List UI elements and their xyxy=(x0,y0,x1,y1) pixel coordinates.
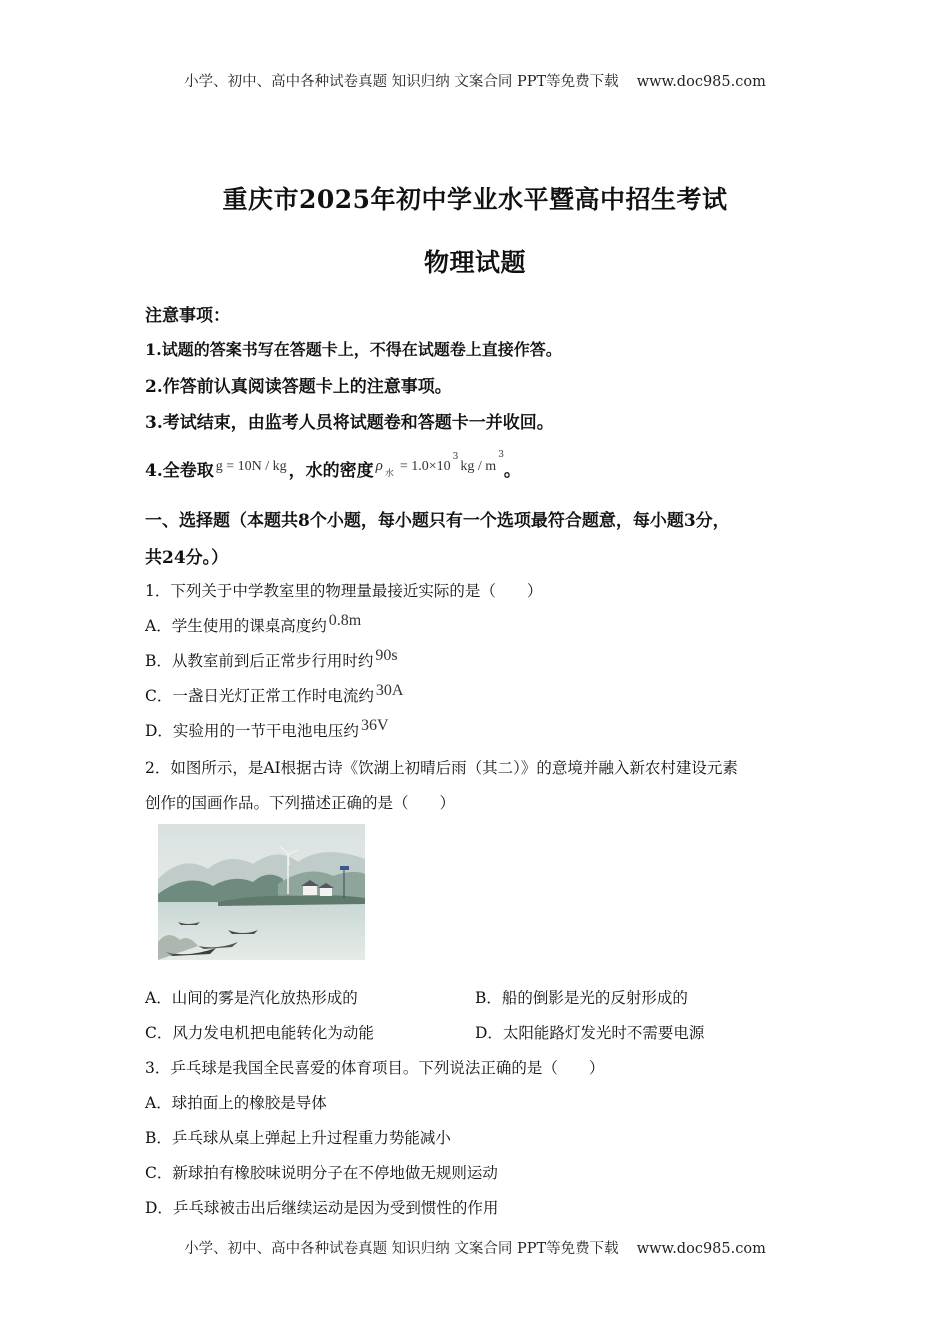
notice-heading: 注意事项： xyxy=(145,306,230,326)
q2-option-c: C．风力发电机把电能转化为动能 xyxy=(145,1024,374,1042)
page-header xyxy=(0,70,950,91)
q1-option-c xyxy=(145,684,815,706)
header-text: 小学、初中、高中各种试卷真题 知识归纳 文案合同 PPT等免费下载 xyxy=(184,74,619,90)
rho-subscript: 水 xyxy=(384,469,394,480)
rho-value: = 1.0×10 xyxy=(399,459,451,474)
rho-symbol: ρ xyxy=(375,458,383,474)
q3-option-a: A．球拍面上的橡胶是导体 xyxy=(145,1094,327,1112)
q1-option-c-text: C．一盏日光灯正常工作时电流约 xyxy=(145,687,374,705)
footer-text: 小学、初中、高中各种试卷真题 知识归纳 文案合同 PPT等免费下载 xyxy=(184,1241,619,1257)
q2-option-d: D．太阳能路灯发光时不需要电源 xyxy=(475,1024,705,1042)
q3-stem: 3．乒乓球是我国全民喜爱的体育项目。下列说法正确的是（ ） xyxy=(145,1059,605,1077)
q2-option-b: B．船的倒影是光的反射形成的 xyxy=(475,989,688,1007)
exam-subtitle: 物理试题 xyxy=(423,248,526,277)
q1-stem: 1．下列关于中学教室里的物理量最接近实际的是（ ） xyxy=(145,582,543,600)
section-heading-line2: 共24分。） xyxy=(145,548,229,568)
notice-item-2: 2.作答前认真阅读答题卡上的注意事项。 xyxy=(145,377,452,397)
rho-exponent: 3 xyxy=(452,452,459,463)
q2-option-a: A．山间的雾是汽化放热形成的 xyxy=(145,989,358,1007)
q1-option-d xyxy=(145,719,815,741)
q2-stem-line1: 2．如图所示，是AI根据古诗《饮湖上初晴后雨（其二）》的意境并融入新农村建设元素 xyxy=(145,759,738,777)
q1-option-b xyxy=(145,649,815,671)
gravity-formula: g = 10N / kg xyxy=(215,459,287,474)
exam-title: 重庆市2025年初中学业水平暨高中招生考试 xyxy=(222,185,728,214)
footer-site-link[interactable]: www.doc985.com xyxy=(636,1241,766,1257)
notice-item-4 xyxy=(145,450,815,483)
q1-option-b-text: B．从教室前到后正常步行用时约 xyxy=(145,652,374,670)
q2-stem-line2: 创作的国画作品。下列描述正确的是（ ） xyxy=(145,794,456,812)
q1-option-d-text: D．实验用的一节干电池电压约 xyxy=(145,722,359,740)
ink-painting-illustration xyxy=(158,824,365,960)
q1-option-a xyxy=(145,614,815,636)
q3-option-d: D．乒乓球被击出后继续运动是因为受到惯性的作用 xyxy=(145,1199,499,1217)
notice-item-4-prefix: 4.全卷取 xyxy=(145,461,214,481)
q1-option-d-value: 36V xyxy=(360,717,389,734)
page-footer xyxy=(0,1237,950,1258)
q1-option-a-value: 0.8m xyxy=(328,612,362,629)
section-heading-line1: 一、选择题（本题共8个小题，每小题只有一个选项最符合题意，每小题3分， xyxy=(145,511,730,531)
rho-unit: kg / m xyxy=(460,459,497,474)
notice-item-3: 3.考试结束，由监考人员将试题卷和答题卡一并收回。 xyxy=(145,413,554,433)
notice-item-4-end: 。 xyxy=(503,461,521,481)
q1-option-c-value: 30A xyxy=(375,682,404,699)
notice-item-4-mid: ，水的密度 xyxy=(288,461,374,481)
q3-option-c: C．新球拍有橡胶味说明分子在不停地做无规则运动 xyxy=(145,1164,498,1182)
notice-item-1: 1.试题的答案书写在答题卡上，不得在试题卷上直接作答。 xyxy=(145,340,562,359)
rho-unit-exponent: 3 xyxy=(498,450,504,461)
header-site-link[interactable]: www.doc985.com xyxy=(636,74,766,90)
q1-option-a-text: A．学生使用的课桌高度约 xyxy=(145,617,327,635)
q3-option-b: B．乒乓球从桌上弹起上升过程重力势能减小 xyxy=(145,1129,451,1147)
q1-option-b-value: 90s xyxy=(375,647,398,664)
